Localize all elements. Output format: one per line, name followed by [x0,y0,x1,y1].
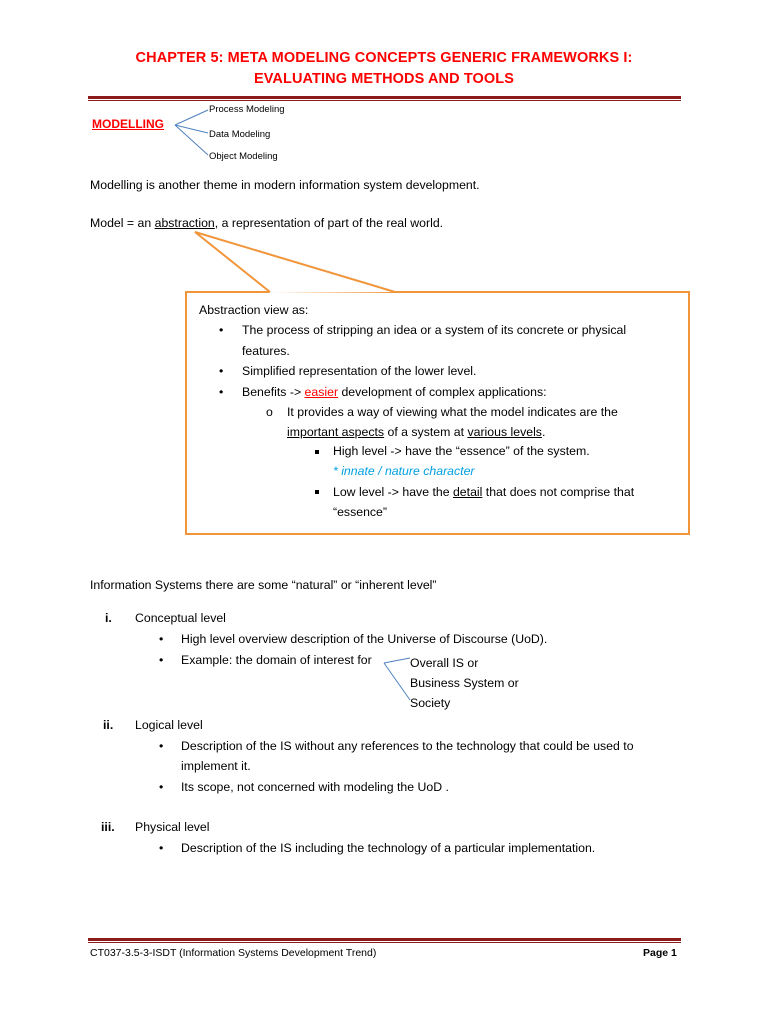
sub-line2-end: . [541,425,546,439]
level-ii-b1-line1: Description of the IS without any references to the technology that could be used to [181,739,634,753]
footer-rule [88,938,681,941]
level-i-title: Conceptual level [135,611,226,625]
callout-b3 [242,385,547,399]
square-bullet [315,490,319,494]
level-iii-title: Physical level [135,820,210,834]
sub-line2-mid: of a system at [384,425,468,439]
callout-b2: Simplified representation of the lower level. [242,364,477,378]
square-bullet [315,450,319,454]
level-ii-number: ii. [103,718,114,732]
domain-option-is: Overall IS or [410,656,479,670]
callout-pointer [185,228,405,298]
b3-suffix: development of complex applications: [338,385,547,399]
bullet-dot: • [219,364,224,378]
high-level-text: High level -> have the “essence” of the system. [333,444,590,458]
low-prefix: Low level -> have the [333,485,453,499]
bullet-dot: • [219,323,224,337]
bullet-dot: • [159,632,164,646]
important-aspects: important aspects [287,425,385,439]
bullet-dot: • [159,739,164,753]
domain-option-society: Society [410,696,451,710]
intro-text: Modelling is another theme in modern information system development. [90,178,480,192]
model-def-suffix: , a representation of part of the real world. [214,216,444,230]
easier-highlight: easier [304,385,339,399]
callout-sub-line1: It provides a way of viewing what the model indicates are the [287,405,618,419]
level-ii-b2: Its scope, not concerned with modeling the UoD . [181,780,449,794]
callout-heading: Abstraction view as: [199,303,309,317]
high-level-note: * innate / nature character [333,464,475,478]
detail-term: detail [452,485,483,499]
domain-option-business: Business System or [410,676,519,690]
level-ii-title: Logical level [135,718,203,732]
level-ii-b1-line2: implement it. [181,759,251,773]
level-i-number: i. [105,611,112,625]
low-suffix: that does not comprise that [482,485,635,499]
bullet-dot: • [159,841,164,855]
bullet-dot: • [219,385,224,399]
modelling-label: MODELLING [92,117,164,131]
low-level-text [333,485,634,499]
branch-object-modeling: Object Modeling [209,151,278,162]
low-level-line2: “essence” [333,505,387,519]
abstraction-term: abstraction [154,216,215,230]
branch-data-modeling: Data Modeling [209,129,271,140]
footer-course: CT037-3.5-3-ISDT (Information Systems Development Trend) [90,947,377,959]
page-title-line-2: EVALUATING METHODS AND TOOLS [253,71,515,87]
model-def-prefix: Model = an [90,216,155,230]
level-i-b1: High level overview description of the Universe of Discourse (UoD). [181,632,548,646]
callout-b1-line2: features. [242,344,290,358]
level-iii-number: iii. [101,820,115,834]
bullet-dot: • [159,653,164,667]
callout-sub-line2 [287,425,545,439]
header-rule-thin [88,100,681,101]
sub-bullet-marker: o [266,405,273,419]
callout-b1-line1: The process of stripping an idea or a system of its concrete or physical [242,323,627,337]
various-levels: various levels [467,425,542,439]
header-rule [88,96,681,99]
bullet-dot: • [159,780,164,794]
b3-prefix: Benefits -> [242,385,305,399]
branch-process-modeling: Process Modeling [209,104,285,115]
footer-page-number: Page 1 [643,947,677,959]
level-iii-b1: Description of the IS including the technology of a particular implementation. [181,841,596,855]
levels-intro: Information Systems there are some “natural” or “inherent level” [90,578,437,592]
domain-connector [380,652,412,704]
footer-rule-thin [88,942,681,943]
level-i-b2: Example: the domain of interest for [181,653,372,667]
page-title-line-1: CHAPTER 5: META MODELING CONCEPTS GENERIC FRAMEWORKS I: [135,50,633,66]
